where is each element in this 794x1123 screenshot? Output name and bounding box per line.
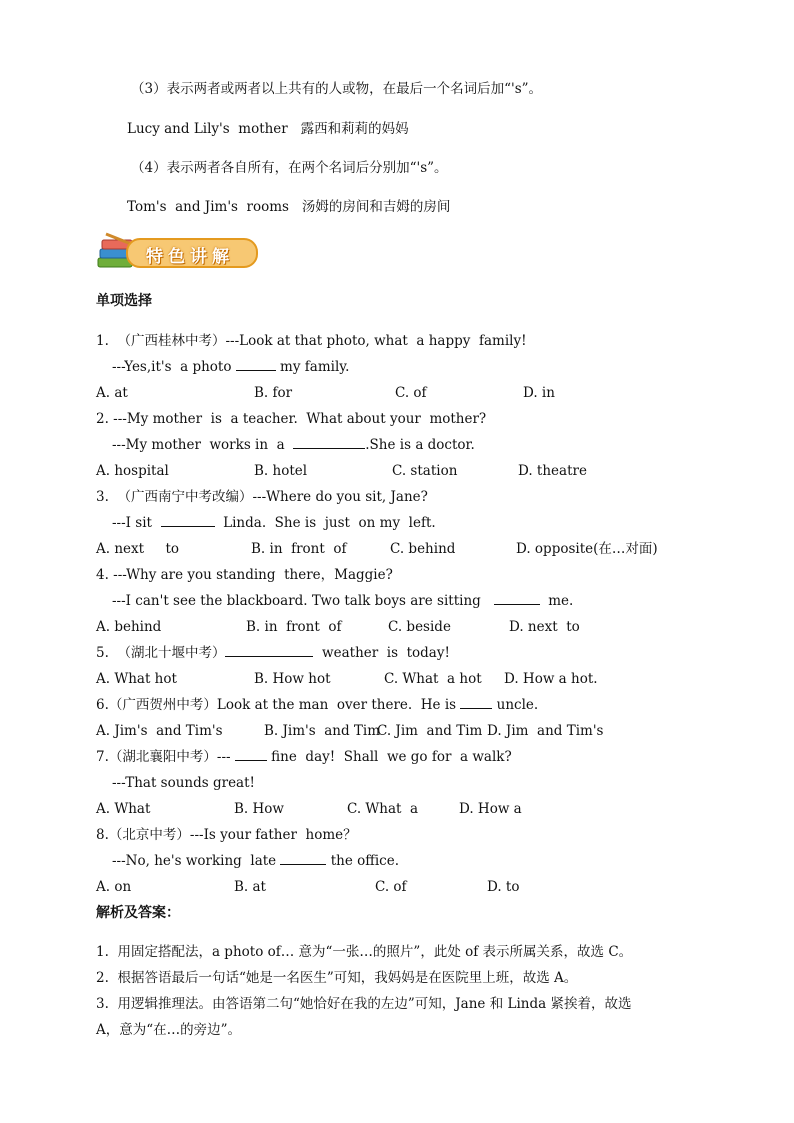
- q6-option-d[interactable]: D. Jim and Tim's: [487, 723, 604, 739]
- example-3: Lucy and Lily's mother 露西和莉莉的妈妈: [127, 121, 409, 137]
- q4-option-a[interactable]: A. behind: [96, 619, 162, 635]
- answer-blank[interactable]: [494, 592, 540, 605]
- question-1-reply: ---Yes,it's a photo my family.: [112, 359, 350, 375]
- answer-3-cont: A，意为“在…的旁边”。: [96, 1022, 242, 1038]
- question-8-reply: ---No, he's working late the office.: [112, 853, 400, 869]
- answer-blank[interactable]: [225, 644, 313, 657]
- answer-blank[interactable]: [236, 358, 276, 371]
- q1-option-c[interactable]: C. of: [395, 385, 427, 401]
- q3-option-d[interactable]: D. opposite(在…对面): [516, 541, 658, 557]
- q6-option-b[interactable]: B. Jim's and Tim: [264, 723, 381, 739]
- q8-option-a[interactable]: A. on: [96, 879, 132, 895]
- example-4: Tom's and Jim's rooms 汤姆的房间和吉姆的房间: [127, 199, 451, 215]
- answer-blank[interactable]: [235, 748, 267, 761]
- q5-option-c[interactable]: C. What a hot: [384, 671, 482, 687]
- q7-option-b[interactable]: B. How: [234, 801, 284, 817]
- question-8: 8.（北京中考）---Is your father home？: [96, 827, 357, 843]
- question-1: 1. （广西桂林中考）---Look at that photo, what a happy family!: [96, 333, 527, 349]
- q4-option-c[interactable]: C. beside: [388, 619, 451, 635]
- answer-1: 1. 用固定搭配法，a photo of… 意为“一张…的照片”，此处 of 表示所属关系，故选 C。: [96, 944, 633, 960]
- section-banner: [96, 232, 264, 270]
- q5-option-a[interactable]: A. What hot: [96, 671, 177, 687]
- q3-option-b[interactable]: B. in front of: [251, 541, 347, 557]
- question-3-reply: ---I sit Linda. She is just on my left.: [112, 515, 436, 531]
- rule-3: （3）表示两者或两者以上共有的人或物，在最后一个名词后加“'s”。: [131, 81, 543, 97]
- q6-option-a[interactable]: A. Jim's and Tim's: [96, 723, 223, 739]
- answer-blank[interactable]: [161, 514, 215, 527]
- answer-blank[interactable]: [280, 852, 326, 865]
- answer-blank[interactable]: [293, 436, 365, 449]
- q7-option-d[interactable]: D. How a: [459, 801, 522, 817]
- q3-option-a[interactable]: A. next to: [96, 541, 180, 557]
- banner-label: 特色讲解: [146, 247, 234, 267]
- q8-option-d[interactable]: D. to: [487, 879, 520, 895]
- q8-option-b[interactable]: B. at: [234, 879, 266, 895]
- q7-option-c[interactable]: C. What a: [347, 801, 419, 817]
- q5-option-b[interactable]: B. How hot: [254, 671, 331, 687]
- question-7: 7.（湖北襄阳中考）--- fine day! Shall we go for a walk?: [96, 749, 512, 765]
- section-title: 单项选择: [96, 293, 152, 309]
- banner-pill: [126, 238, 258, 268]
- question-5: 5. （湖北十堰中考） weather is today!: [96, 645, 450, 661]
- question-2: 2. ---My mother is a teacher. What about your mother?: [96, 411, 487, 427]
- answer-3: 3. 用逻辑推理法。由答语第二句“她恰好在我的左边”可知，Jane 和 Linda 紧挨着，故选: [96, 996, 632, 1012]
- q4-option-d[interactable]: D. next to: [509, 619, 580, 635]
- q3-option-c[interactable]: C. behind: [390, 541, 456, 557]
- q2-option-c[interactable]: C. station: [392, 463, 458, 479]
- q4-option-b[interactable]: B. in front of: [246, 619, 342, 635]
- q1-option-a[interactable]: A. at: [96, 385, 128, 401]
- question-2-reply: ---My mother works in a .She is a doctor.: [112, 437, 475, 453]
- q7-option-a[interactable]: A. What: [96, 801, 151, 817]
- q2-option-d[interactable]: D. theatre: [518, 463, 587, 479]
- answer-blank[interactable]: [460, 696, 492, 709]
- rule-4: （4）表示两者各自所有，在两个名词后分别加“'s”。: [131, 160, 448, 176]
- q1-option-d[interactable]: D. in: [523, 385, 555, 401]
- q2-option-b[interactable]: B. hotel: [254, 463, 308, 479]
- q5-option-d[interactable]: D. How a hot.: [504, 671, 598, 687]
- question-3: 3. （广西南宁中考改编）---Where do you sit, Jane?: [96, 489, 428, 505]
- question-4: 4. ---Why are you standing there，Maggie?: [96, 567, 393, 583]
- answer-2: 2. 根据答语最后一句话“她是一名医生”可知，我妈妈是在医院里上班，故选 A。: [96, 970, 578, 986]
- q6-option-c[interactable]: C. Jim and Tim: [377, 723, 483, 739]
- q8-option-c[interactable]: C. of: [375, 879, 407, 895]
- answers-title: 解析及答案：: [96, 905, 180, 921]
- question-4-reply: ---I can't see the blackboard. Two talk boys are sitting me.: [112, 593, 574, 609]
- q2-option-a[interactable]: A. hospital: [96, 463, 169, 479]
- question-7-reply: ---That sounds great!: [112, 775, 255, 791]
- question-6: 6.（广西贺州中考）Look at the man over there. He is uncle.: [96, 697, 539, 713]
- q1-option-b[interactable]: B. for: [254, 385, 293, 401]
